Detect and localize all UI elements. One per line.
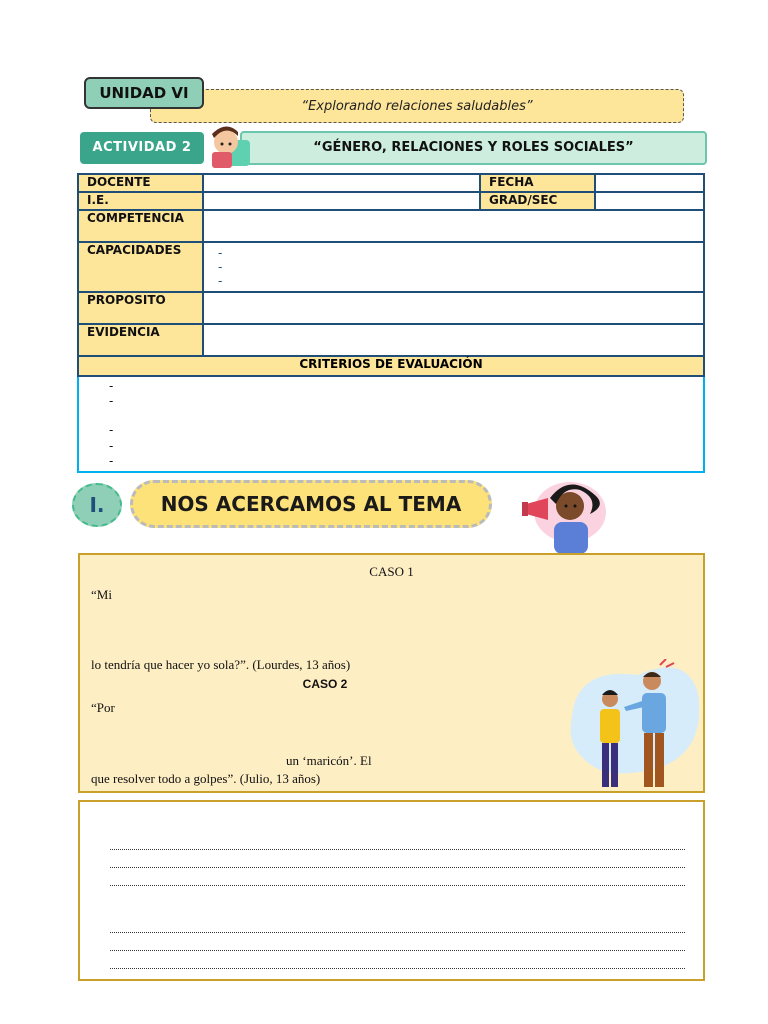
grad-sec-field[interactable] [595,192,704,210]
evidencia-field[interactable] [203,324,704,356]
fecha-label: FECHA [480,174,595,192]
proposito-label: PROPOSITO [78,292,203,324]
capacidades-field[interactable] [203,242,704,292]
ie-field[interactable] [203,192,480,210]
case1-text-end: lo tendría que hacer yo sola?”. (Lourdes, 13 años) [91,657,351,672]
capacidad-bullet: - [218,260,223,274]
case1-text-start: “Mi [91,587,112,602]
section-title: NOS ACERCAMOS AL TEMA [130,480,492,528]
answer-line[interactable] [110,931,685,933]
grad-sec-label: GRAD/SEC [480,192,595,210]
criterios-list[interactable] [77,377,705,473]
unit-subtitle: “Explorando relaciones saludables” [150,89,684,123]
criterio-bullet: - [109,423,114,437]
competencia-label: COMPETENCIA [78,210,203,242]
docente-label: DOCENTE [78,174,203,192]
capacidad-bullet: - [218,274,223,288]
case2-text-start: “Por [91,700,115,715]
answer-line[interactable] [110,967,685,969]
competencia-field[interactable] [203,210,704,242]
ie-label: I.E. [78,192,203,210]
activity-label: ACTIVIDAD 2 [80,132,204,164]
case1-title: CASO 1 [369,564,414,579]
case2-text-mid: un ‘maricón’. El [286,753,372,768]
criterio-bullet: - [109,454,114,468]
docente-field[interactable] [203,174,480,192]
case2-title: CASO 2 [302,677,348,691]
reading-girl-illustration [204,122,254,172]
section-number: I. [72,483,122,527]
answer-line[interactable] [110,884,685,886]
info-table [77,173,705,377]
cases-box [78,553,705,793]
answer-line[interactable] [110,949,685,951]
answer-box[interactable] [78,800,705,981]
criterios-heading: CRITERIOS DE EVALUACIÓN [78,356,704,376]
activity-title: “GÉNERO, RELACIONES Y ROLES SOCIALES” [240,131,707,165]
evidencia-label: EVIDENCIA [78,324,203,356]
megaphone-girl-illustration [520,476,612,554]
fecha-field[interactable] [595,174,704,192]
answer-line[interactable] [110,866,685,868]
answer-line[interactable] [110,848,685,850]
proposito-field[interactable] [203,292,704,324]
father-son-illustration [566,659,702,791]
capacidad-bullet: - [218,246,223,260]
criterio-bullet: - [109,439,114,453]
unit-label: UNIDAD VI [84,77,204,109]
criterio-bullet: - [109,379,114,393]
capacidades-label: CAPACIDADES [78,242,203,292]
case2-text-end: que resolver todo a golpes”. (Julio, 13 años) [91,771,321,786]
criterio-bullet: - [109,394,114,408]
